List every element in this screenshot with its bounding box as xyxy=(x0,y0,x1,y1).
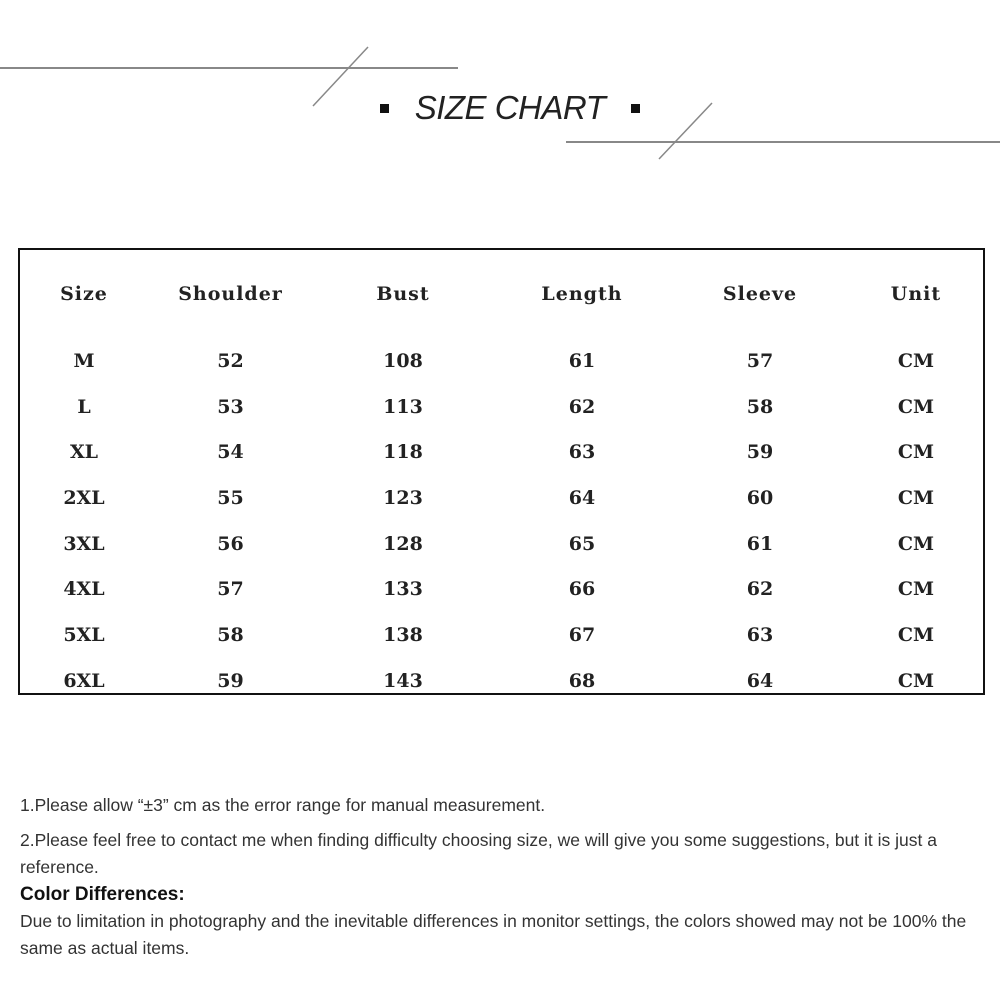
cell-sleeve: 58 xyxy=(746,395,774,418)
column-header-length: Length xyxy=(541,283,623,305)
cell-unit: CM xyxy=(897,395,935,418)
cell-size: 2XL xyxy=(63,486,105,509)
cell-shoulder: 54 xyxy=(217,441,244,464)
square-bullet-icon xyxy=(380,104,389,113)
cell-shoulder: 55 xyxy=(217,486,244,509)
cell-length: 63 xyxy=(568,441,596,464)
notes-section xyxy=(20,792,985,962)
cell-sleeve: 62 xyxy=(746,578,774,601)
cell-sleeve: 63 xyxy=(746,623,774,646)
cell-length: 64 xyxy=(568,486,596,509)
header-row xyxy=(20,250,983,338)
table-body xyxy=(20,338,983,704)
cell-size: 6XL xyxy=(63,669,105,692)
cell-sleeve: 64 xyxy=(746,669,774,692)
cell-size: M xyxy=(73,349,95,372)
note-error-range: 1.Please allow “±3” cm as the error range for manual measurement. xyxy=(20,795,546,815)
column-header-shoulder: Shoulder xyxy=(178,283,283,305)
square-bullet-icon xyxy=(631,104,640,113)
cell-unit: CM xyxy=(897,486,935,509)
cell-length: 65 xyxy=(568,532,596,555)
cell-sleeve: 57 xyxy=(746,349,774,372)
cell-bust: 108 xyxy=(383,349,423,372)
table-row xyxy=(20,612,983,658)
size-table-frame xyxy=(18,248,985,695)
cell-unit: CM xyxy=(897,623,935,646)
table-row xyxy=(20,566,983,612)
column-header-size: Size xyxy=(60,283,108,305)
cell-shoulder: 56 xyxy=(217,532,244,555)
column-header-bust: Bust xyxy=(376,283,430,305)
table-row xyxy=(20,521,983,567)
cell-size: XL xyxy=(69,441,99,464)
cell-bust: 123 xyxy=(383,486,423,509)
cell-length: 66 xyxy=(568,578,596,601)
cell-size: 3XL xyxy=(63,532,105,555)
cell-size: 4XL xyxy=(63,578,105,601)
cell-shoulder: 59 xyxy=(217,669,244,692)
cell-shoulder: 57 xyxy=(217,578,244,601)
cell-shoulder: 52 xyxy=(217,349,244,372)
cell-size: L xyxy=(77,395,91,418)
cell-bust: 138 xyxy=(383,623,423,646)
cell-length: 62 xyxy=(568,395,596,418)
cell-unit: CM xyxy=(897,349,935,372)
cell-bust: 113 xyxy=(383,395,423,418)
cell-shoulder: 58 xyxy=(217,623,244,646)
cell-unit: CM xyxy=(897,441,935,464)
table-row xyxy=(20,338,983,384)
cell-size: 5XL xyxy=(63,623,105,646)
cell-unit: CM xyxy=(897,669,935,692)
color-differences-heading: Color Differences: xyxy=(20,884,185,905)
cell-length: 61 xyxy=(568,349,596,372)
cell-unit: CM xyxy=(897,532,935,555)
column-header-sleeve: Sleeve xyxy=(722,283,798,305)
column-header-unit: Unit xyxy=(890,283,942,305)
cell-sleeve: 59 xyxy=(746,441,774,464)
cell-bust: 118 xyxy=(383,441,423,464)
cell-sleeve: 60 xyxy=(746,486,774,509)
cell-bust: 143 xyxy=(383,669,423,692)
table-header xyxy=(20,250,983,338)
cell-bust: 133 xyxy=(383,578,423,601)
table-row xyxy=(20,658,983,704)
size-table xyxy=(20,250,983,704)
page-title: SIZE CHART xyxy=(414,89,606,126)
cell-unit: CM xyxy=(897,578,935,601)
table-row xyxy=(20,384,983,430)
color-differences-text: Due to limitation in photography and the inevitable differences in monitor settings, the colors showed may not be 100% the same as actual items. xyxy=(20,911,967,958)
cell-sleeve: 61 xyxy=(746,532,774,555)
table-row xyxy=(20,429,983,475)
cell-length: 68 xyxy=(568,669,596,692)
note-size-help: 2.Please feel free to contact me when finding difficulty choosing size, we will give you some suggestions, but it is just a reference. xyxy=(20,830,937,877)
cell-shoulder: 53 xyxy=(217,395,244,418)
table-row xyxy=(20,475,983,521)
cell-bust: 128 xyxy=(383,532,423,555)
title-group xyxy=(360,86,660,130)
cell-length: 67 xyxy=(568,623,596,646)
